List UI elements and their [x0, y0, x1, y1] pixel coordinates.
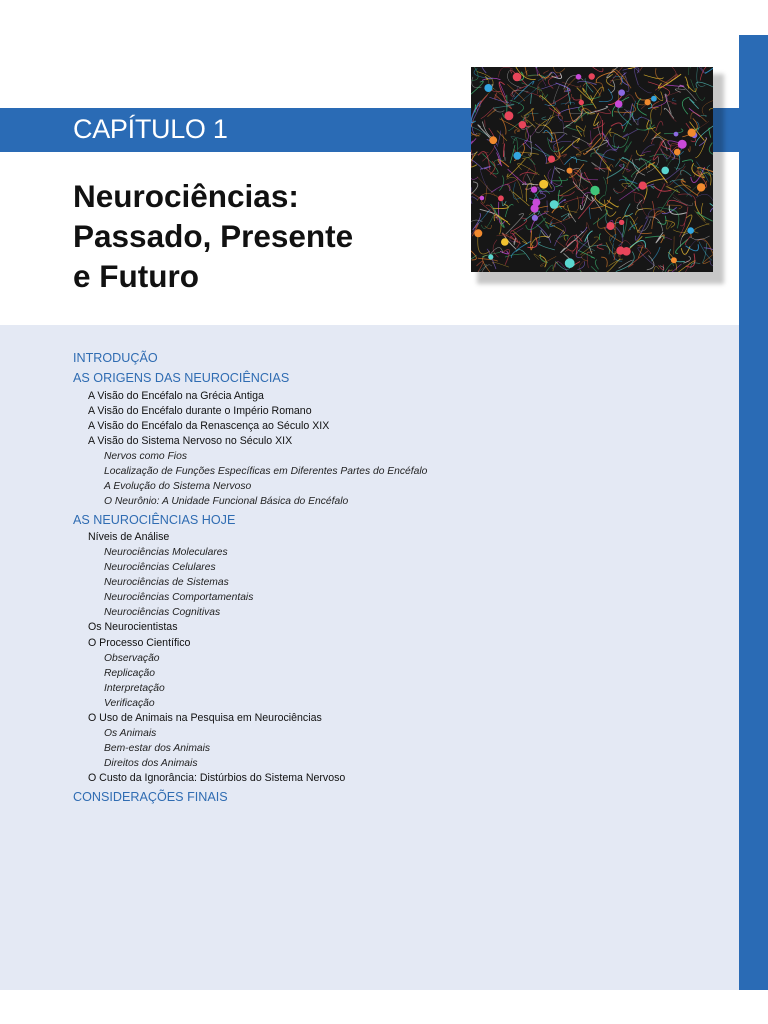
toc-topic: O Uso de Animais na Pesquisa em Neurociências	[88, 712, 322, 725]
toc-topic: O Processo Científico	[88, 636, 191, 649]
toc-subtopic: A Evolução do Sistema Nervoso	[104, 481, 252, 493]
table-of-contents	[73, 348, 713, 807]
toc-topic: O Custo da Ignorância: Distúrbios do Sistema Nervoso	[88, 772, 346, 785]
chapter-title	[73, 176, 433, 296]
toc-subtopic: Nervos como Fios	[104, 451, 187, 463]
toc-topic: A Visão do Encéfalo da Renascença ao Século XIX	[88, 419, 330, 432]
toc-subtopic: Observação	[104, 652, 160, 664]
neuron-network-image	[471, 67, 713, 272]
toc-topic: Níveis de Análise	[88, 530, 170, 543]
toc-subtopic: Localização de Funções Específicas em Diferentes Partes do Encéfalo	[104, 466, 428, 478]
toc-topic: A Visão do Encéfalo durante o Império Romano	[88, 404, 312, 417]
toc-subtopic: Neurociências Celulares	[104, 562, 216, 574]
toc-subtopic: Bem-estar dos Animais	[104, 743, 211, 755]
toc-topic: Os Neurocientistas	[88, 621, 178, 634]
toc-section-heading: AS ORIGENS DAS NEUROCIÊNCIAS	[73, 371, 290, 386]
toc-subtopic: O Neurônio: A Unidade Funcional Básica do Encéfalo	[104, 496, 349, 508]
right-edge-bar	[739, 35, 768, 990]
toc-section-heading: AS NEUROCIÊNCIAS HOJE	[73, 512, 236, 527]
toc-subtopic: Verificação	[104, 697, 155, 709]
toc-subtopic: Direitos dos Animais	[104, 758, 198, 770]
chapter-title-line-2: Passado, Presente	[73, 218, 354, 254]
toc-subtopic: Neurociências Moleculares	[104, 547, 228, 559]
toc-topic: A Visão do Encéfalo na Grécia Antiga	[88, 389, 264, 402]
toc-section-heading: INTRODUÇÃO	[73, 351, 158, 365]
chapter-title-line-1: Neurociências:	[73, 178, 299, 214]
neuron-network-icon	[471, 67, 713, 272]
toc-subtopic: Os Animais	[104, 728, 157, 740]
toc-section-heading: CONSIDERAÇÕES FINAIS	[73, 789, 228, 804]
chapter-title-line-3: e Futuro	[73, 258, 199, 294]
toc-subtopic: Neurociências Comportamentais	[104, 592, 254, 604]
toc-subtopic: Neurociências de Sistemas	[104, 577, 229, 589]
toc-subtopic: Interpretação	[104, 682, 165, 694]
toc-topic: A Visão do Sistema Nervoso no Século XIX	[88, 435, 293, 448]
toc-subtopic: Neurociências Cognitivas	[104, 607, 221, 619]
chapter-label: CAPÍTULO 1	[73, 114, 228, 144]
toc-subtopic: Replicação	[104, 667, 155, 679]
